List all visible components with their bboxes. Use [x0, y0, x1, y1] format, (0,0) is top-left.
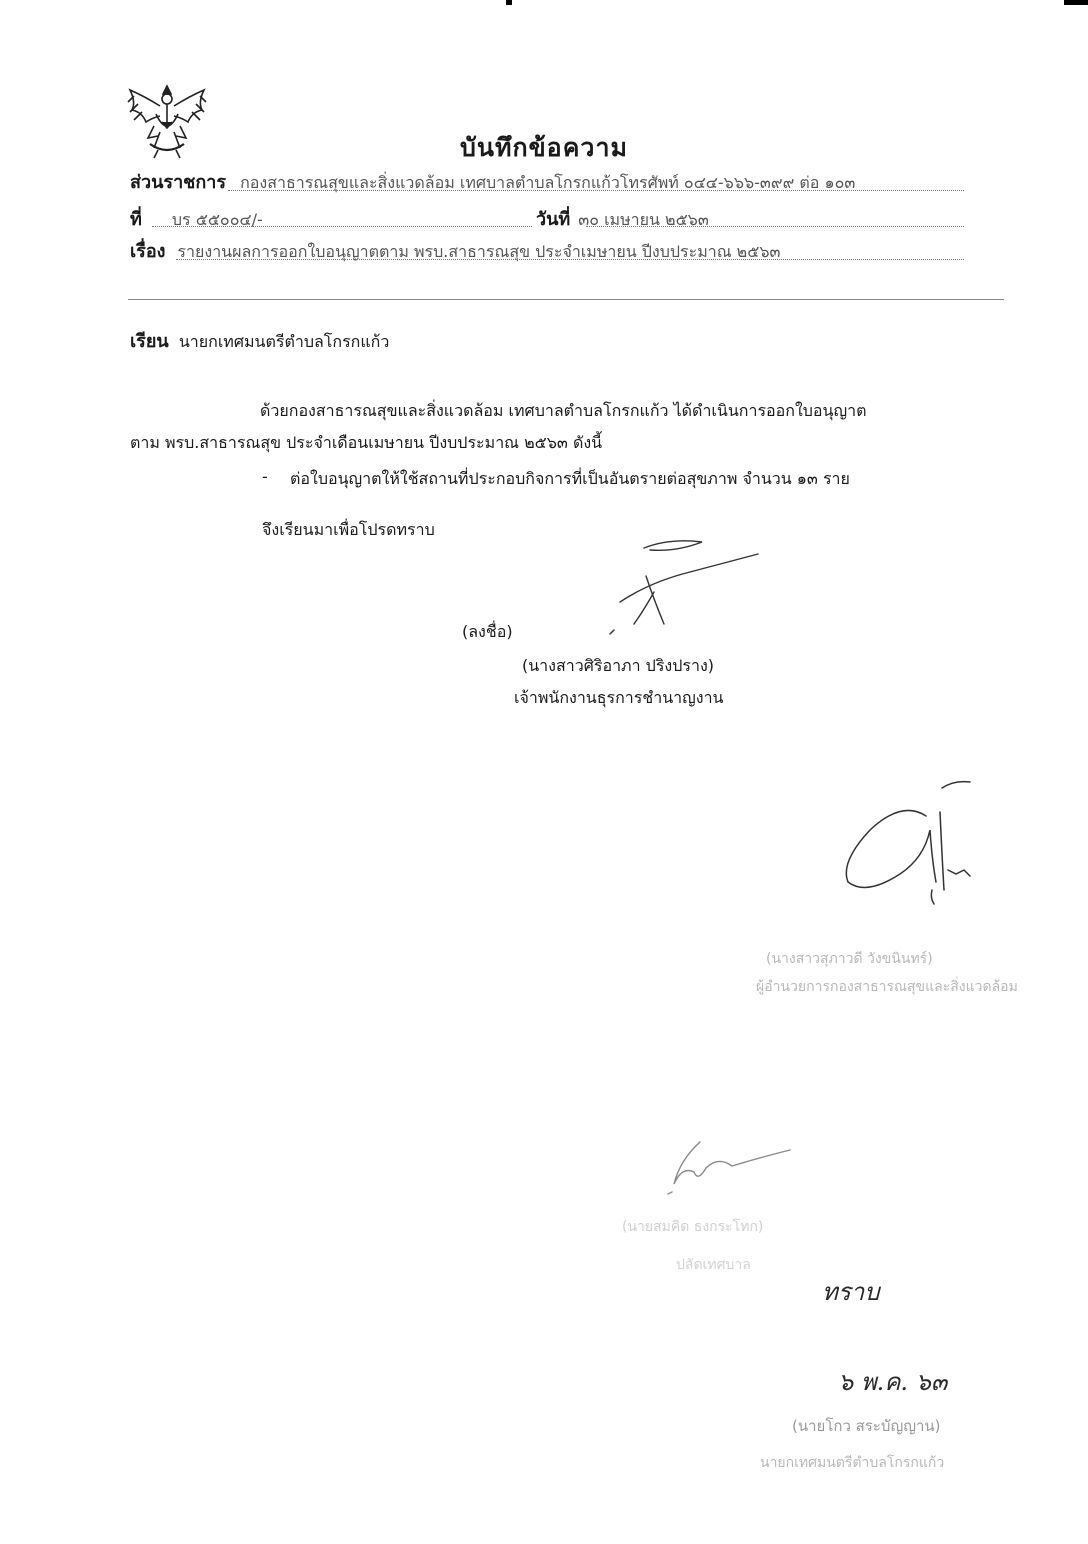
- date-value: ๓๐ เมษายน ๒๕๖๓: [578, 210, 709, 229]
- handwritten-signature-3: [660, 1130, 810, 1210]
- endorser-1-name: (นางสาวสุภาวดี วังขนินทร์): [766, 951, 933, 967]
- date-label: วันที่: [536, 209, 571, 230]
- salutation-value: นายกเทศมนตรีตำบลโกรกแก้ว: [178, 332, 390, 351]
- acknowledged-date: ๖ พ.ค. ๖๓: [838, 1368, 948, 1396]
- date-dotted-line: [586, 226, 964, 227]
- salutation: [130, 326, 389, 355]
- bullet-item: ต่อใบอนุญาตให้ใช้สถานที่ประกอบกิจการที่เป็นอันตรายต่อสุขภาพ จำนวน ๑๓ ราย: [290, 469, 850, 488]
- subject-value: รายงานผลการออกใบอนุญาตตาม พรบ.สาธารณสุข ประจำเมษายน ปีงบประมาณ ๒๕๖๓: [177, 242, 781, 261]
- endorser-2-name: (นายสมคิด ธงกระโทก): [622, 1219, 764, 1235]
- closing-line: จึงเรียนมาเพื่อโปรดทราบ: [262, 520, 435, 539]
- reference-row: [130, 204, 263, 233]
- scan-top-edge: [0, 0, 1088, 6]
- header-divider: [128, 299, 1004, 300]
- endorser-1-position: ผู้อำนวยการกองสาธารณสุขและสิ่งแวดล้อม: [756, 979, 1018, 995]
- agency-value: กองสาธารณสุขและสิ่งแวดล้อม เทศบาลตำบลโกรกแก้วโทรศัพท์ ๐๔๔-๖๖๖-๓๙๙ ต่อ ๑๐๓: [240, 173, 856, 192]
- mayor-name: (นายโกว สระบัญญาน): [792, 1417, 941, 1435]
- salutation-label: เรียน: [130, 331, 169, 352]
- mayor-position: นายกเทศมนตรีตำบลโกรกแก้ว: [760, 1455, 945, 1471]
- signer-name: (นางสาวศิริอาภา ปริงปราง): [522, 656, 715, 675]
- subject-dotted-line: [176, 259, 964, 260]
- memo-title: บันทึกข้อความ: [460, 133, 628, 162]
- agency-dotted-line: [228, 190, 964, 191]
- agency-label: ส่วนราชการ: [130, 172, 227, 193]
- subject-row: [130, 236, 780, 265]
- reference-value: บร ๕๕๐๐๔/-: [171, 210, 263, 229]
- reference-dotted-line: [152, 226, 532, 227]
- endorser-2-position: ปลัดเทศบาล: [676, 1257, 751, 1273]
- agency-row: [130, 167, 855, 196]
- handwritten-signature-2: [830, 770, 990, 910]
- handwritten-signature-1: [590, 530, 770, 640]
- bullet-mark: -: [262, 467, 268, 486]
- body-paragraph-line-2: ตาม พรบ.สาธารณสุข ประจำเดือนเมษายน ปีงบประมาณ ๒๕๖๓ ดังนี้: [130, 433, 603, 452]
- signer-position: เจ้าพนักงานธุรการชำนาญงาน: [514, 688, 724, 707]
- reference-label: ที่: [130, 209, 142, 230]
- acknowledged-note: ทราบ: [822, 1278, 880, 1306]
- signature-label: (ลงชื่อ): [462, 622, 513, 641]
- date-row: [536, 204, 709, 233]
- body-paragraph-line-1: ด้วยกองสาธารณสุขและสิ่งแวดล้อม เทศบาลตำบลโกรกแก้ว ได้ดำเนินการออกใบอนุญาต: [260, 401, 867, 420]
- subject-label: เรื่อง: [130, 241, 166, 262]
